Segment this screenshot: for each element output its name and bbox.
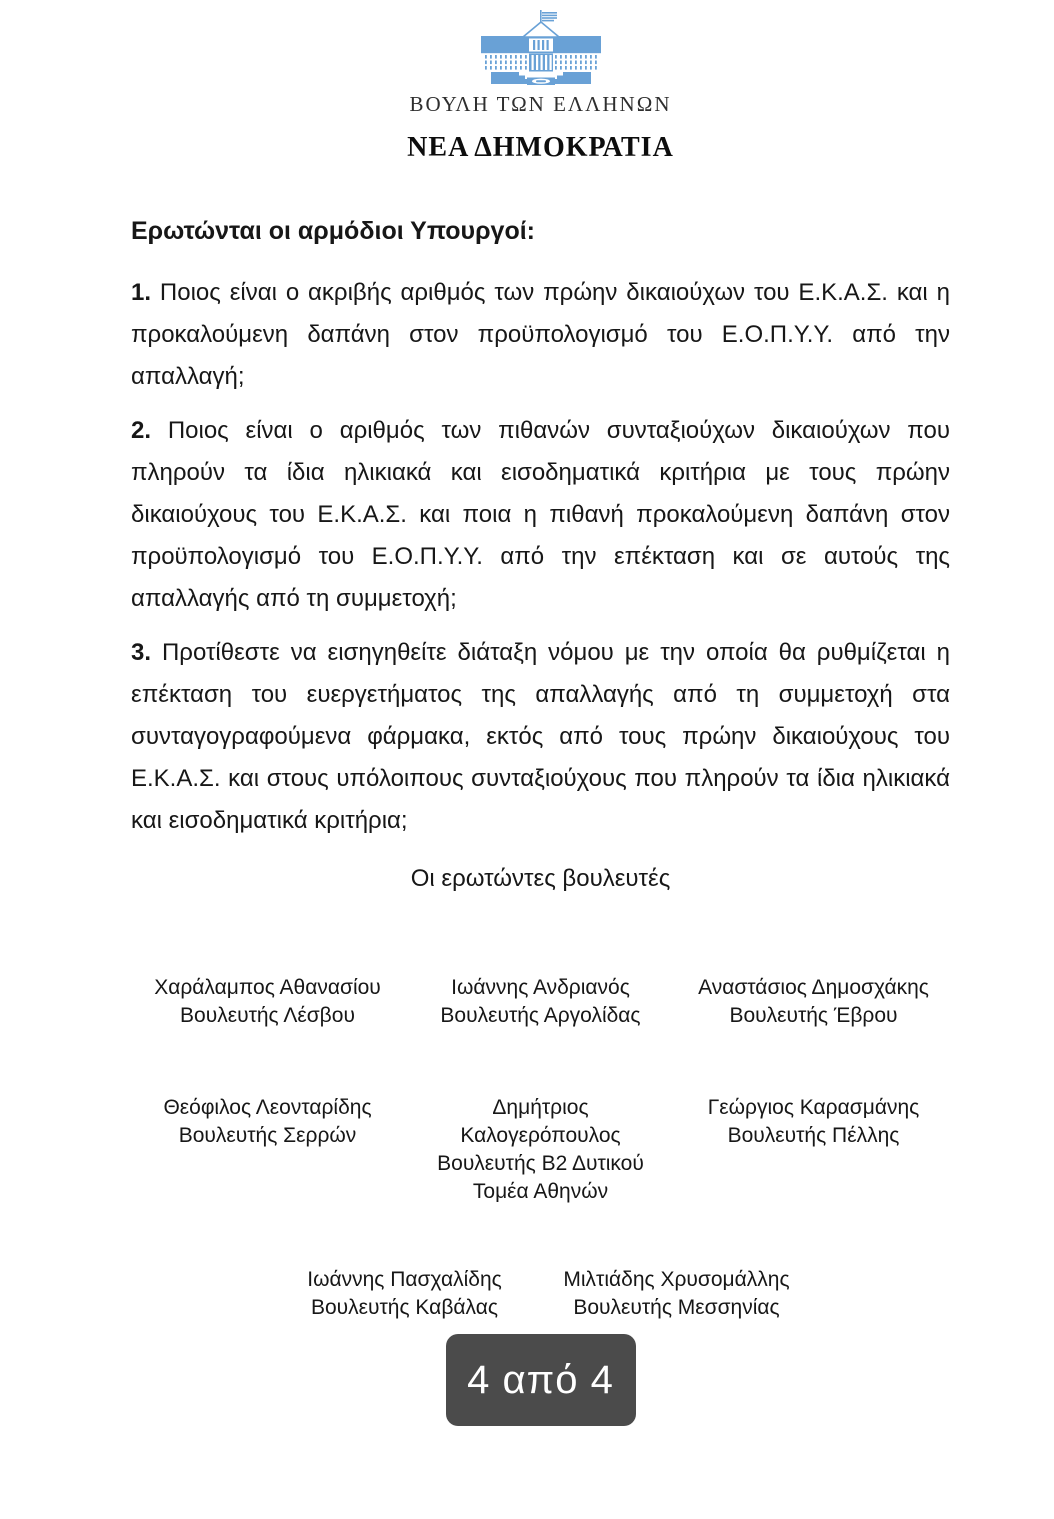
signatory-name: Μιλτιάδης Χρυσομάλλης bbox=[563, 1268, 790, 1291]
signatory-title: Βουλευτής Β2 Δυτικού Τομέα Αθηνών bbox=[437, 1152, 644, 1203]
signatory-name: Χαράλαμπος Αθανασίου bbox=[154, 976, 381, 999]
question-text: Ποιος είναι ο ακριβής αριθμός των πρώην δικαιούχων του Ε.Κ.Α.Σ. και η προκαλούμενη δαπάνη στον προϋπολογισμό του Ε.Ο.Π.Υ.Υ. από την απαλλαγή; bbox=[131, 279, 950, 390]
page-indicator-badge: 4 από 4 bbox=[446, 1334, 636, 1426]
signatory-name: Δημήτριος Καλογερόπουλος bbox=[460, 1096, 621, 1147]
signatories-row-2 bbox=[131, 1094, 950, 1206]
signatory bbox=[541, 1266, 813, 1322]
signatory-title: Βουλευτής Λέσβου bbox=[180, 1004, 355, 1027]
question-number: 2. bbox=[131, 417, 152, 444]
signatory-title: Βουλευτής Σερρών bbox=[178, 1124, 357, 1147]
document-body bbox=[131, 214, 950, 1322]
signatories-heading: Οι ερωτώντες βουλευτές bbox=[410, 865, 671, 892]
document-header bbox=[131, 10, 950, 164]
signatory-name: Θεόφιλος Λεονταρίδης bbox=[163, 1096, 372, 1119]
signatory bbox=[404, 974, 677, 1030]
signatory-name: Ιωάννης Ανδριανός bbox=[451, 976, 630, 999]
signatories-row-3 bbox=[131, 1266, 950, 1322]
signatory-title: Βουλευτής Καβάλας bbox=[310, 1296, 498, 1319]
question-paragraph-1 bbox=[131, 272, 950, 398]
signatory-title: Βουλευτής Αργολίδας bbox=[440, 1004, 641, 1027]
parliament-building-logo-icon bbox=[479, 10, 603, 92]
signatory-name: Γεώργιος Καρασμάνης bbox=[707, 1096, 920, 1119]
questions-heading: Ερωτώνται οι αρμόδιοι Υπουργοί: bbox=[131, 217, 536, 245]
signatories-row-1 bbox=[131, 974, 950, 1030]
signatory-name: Αναστάσιος Δημοσχάκης bbox=[698, 976, 929, 999]
signatory bbox=[131, 1094, 404, 1206]
party-title: ΝΕΑ ΔΗΜΟΚΡΑΤΙΑ bbox=[407, 132, 674, 163]
signatory bbox=[677, 974, 950, 1030]
signatory-title: Βουλευτής Μεσσηνίας bbox=[573, 1296, 780, 1319]
question-number: 1. bbox=[131, 279, 152, 306]
signatory bbox=[131, 974, 404, 1030]
signatory bbox=[677, 1094, 950, 1206]
signatory-title: Βουλευτής Έβρου bbox=[729, 1004, 898, 1027]
question-paragraph-2 bbox=[131, 410, 950, 620]
institution-title: ΒΟΥΛΗ ΤΩΝ ΕΛΛΗΝΩΝ bbox=[409, 92, 672, 116]
question-text: Προτίθεστε να εισηγηθείτε διάταξη νόμου με την οποία θα ρυθμίζεται η επέκταση του ευεργετήματος της απαλλαγής από τη συμμετοχή στα συνταγογραφούμενα φάρμακα, εκτός από τους πρώην δικαιούχους του Ε.Κ.Α.Σ. και στους υπόλοιπους συνταξιούχους που πληρούν τα ίδια ηλικιακά και εισοδηματικά κριτήρια; bbox=[131, 639, 950, 834]
question-number: 3. bbox=[131, 639, 152, 666]
signatory bbox=[404, 1094, 677, 1206]
question-paragraph-3 bbox=[131, 632, 950, 842]
question-text: Ποιος είναι ο αριθμός των πιθανών συνταξιούχων δικαιούχων που πληρούν τα ίδια ηλικιακά και εισοδηματικά κριτήρια με τους πρώην δικαιούχους του Ε.Κ.Α.Σ. και ποια η πιθανή προκαλούμενη δαπάνη στον προϋπολογισμό του Ε.Ο.Π.Υ.Υ. από την επέκταση και σε αυτούς της απαλλαγής από τη συμμετοχή; bbox=[131, 417, 950, 612]
signatory-title: Βουλευτής Πέλλης bbox=[727, 1124, 900, 1147]
signatory bbox=[269, 1266, 541, 1322]
signatory-name: Ιωάννης Πασχαλίδης bbox=[307, 1268, 502, 1291]
